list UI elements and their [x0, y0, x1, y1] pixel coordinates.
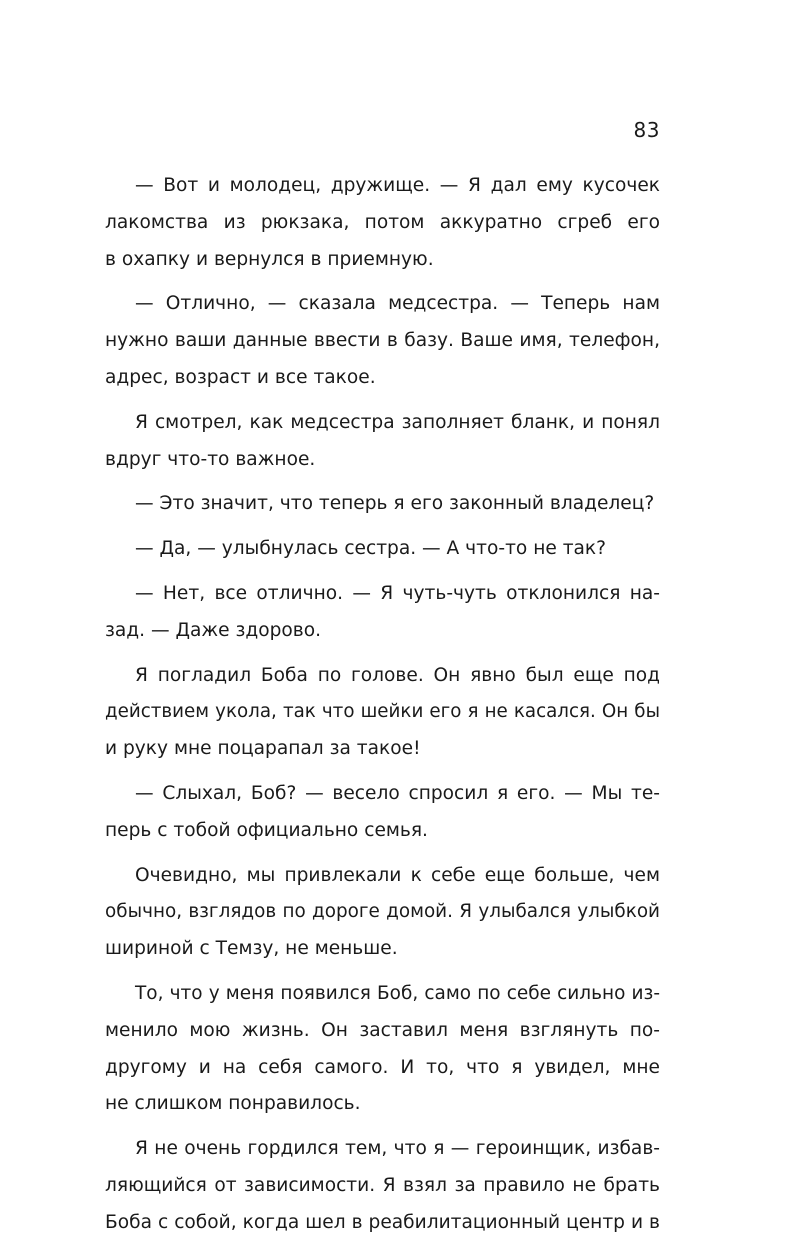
text-line: Боба с собой, когда шел в реабилитационный центр и в: [105, 1211, 660, 1233]
text-line: в охапку и вернулся в приемную.: [105, 248, 434, 270]
text-line: нужно ваши данные ввести в базу. Ваше имя, телефон,: [105, 330, 660, 352]
text-line: — Отлично, — сказала медсестра. — Теперь нам: [135, 293, 660, 315]
text-line: — Слыхал, Боб? — весело спросил я его. — Мы те-: [135, 782, 660, 804]
paragraph-11: [105, 1131, 660, 1241]
paragraph-5: [105, 531, 660, 568]
text-line: — Вот и молодец, дружище. — Я дал ему кусочек: [135, 175, 660, 196]
paragraph-2: [105, 286, 660, 396]
text-line: менило мою жизнь. Он заставил меня взглянуть по-: [105, 1019, 660, 1041]
paragraph-4: [105, 486, 660, 523]
text-line: Я смотрел, как медсестра заполняет бланк, и понял: [135, 411, 660, 433]
text-line: То, что у меня появился Боб, само по себе сильно из-: [135, 982, 660, 1004]
paragraph-1: [105, 168, 660, 278]
text-line: Я не очень гордился тем, что я — героинщик, избав-: [135, 1138, 660, 1160]
text-line: вдруг что-то важное.: [105, 448, 316, 470]
text-line: действием укола, так что шейки его я не касался. Он бы: [105, 701, 660, 723]
paragraph-8: [105, 776, 660, 850]
paragraph-7: [105, 658, 660, 768]
paragraph-9: [105, 858, 660, 968]
text-line: обычно, взглядов по дороге домой. Я улыбался улыбкой: [105, 901, 660, 923]
text-line: Очевидно, мы привлекали к себе еще больше, чем: [135, 864, 660, 886]
text-line: ляющийся от зависимости. Я взял за правило не брать: [105, 1174, 660, 1196]
text-line: другому и на себя самого. И то, что я увидел, мне: [105, 1056, 660, 1078]
page-number: 83: [633, 118, 660, 142]
text-line: — Это значит, что теперь я его законный владелец?: [135, 493, 655, 515]
text-line: шириной с Темзу, не меньше.: [105, 938, 398, 960]
text-line: адрес, возраст и все такое.: [105, 366, 376, 388]
paragraph-10: [105, 976, 660, 1123]
paragraph-3: [105, 405, 660, 479]
text-line: — Нет, все отлично. — Я чуть-чуть отклонился на-: [135, 582, 660, 604]
text-line: зад. — Даже здорово.: [105, 619, 322, 641]
text-line: перь с тобой официально семья.: [105, 819, 428, 841]
text-line: не слишком понравилось.: [105, 1093, 361, 1115]
text-line: Я погладил Боба по голове. Он явно был еще под: [135, 664, 660, 686]
text-line: — Да, — улыбнулась сестра. — А что-то не так?: [135, 538, 607, 560]
text-line: и руку мне поцарапал за такое!: [105, 738, 421, 760]
paragraph-6: [105, 576, 660, 650]
text-line: лакомства из рюкзака, потом аккуратно сгреб его: [105, 211, 660, 233]
body-text: [105, 168, 660, 1250]
